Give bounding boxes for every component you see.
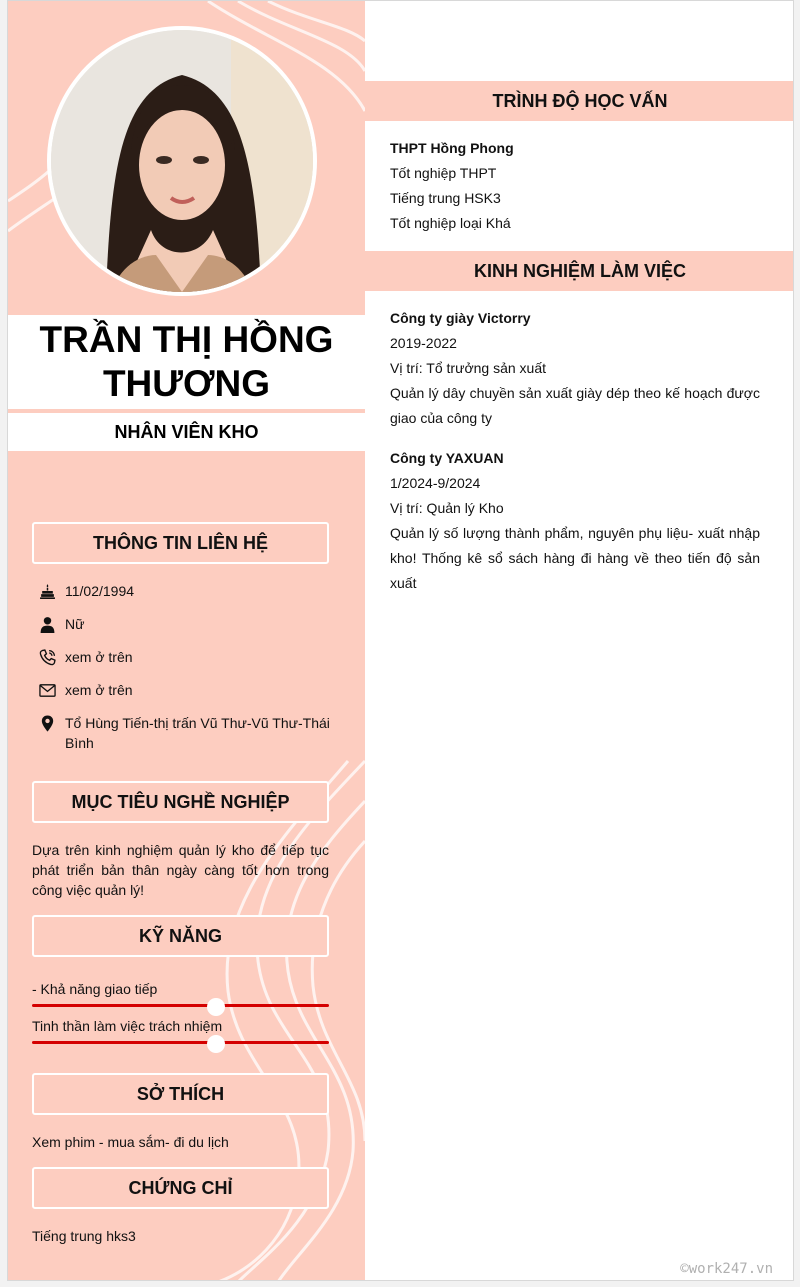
objective-text: Dựa trên kinh nghiệm quản lý kho để tiếp tục phát triển bản thân ngày càng tốt hơn trong công việc quản lý! [32, 842, 329, 898]
role-box [8, 413, 365, 451]
person-icon [38, 614, 56, 634]
avatar-photo-icon [51, 30, 313, 292]
contact-gender-row [38, 614, 338, 634]
job-company: Công ty giày Victorry [390, 310, 531, 326]
contact-email-row [38, 680, 338, 700]
education-line: Tiếng trung HSK3 [390, 190, 501, 206]
job-title: NHÂN VIÊN KHO [114, 421, 259, 442]
email-text: xem ở trên [65, 682, 133, 698]
birthday-cake-icon [38, 581, 56, 601]
avatar [51, 30, 313, 292]
birthday-text: 11/02/1994 [65, 583, 135, 599]
address-text: Tổ Hùng Tiến-thị trấn Vũ Thư-Vũ Thư-Thái Bình [65, 715, 330, 751]
job-description: Quản lý số lượng thành phẩm, nguyên phụ liệu- xuất nhập kho! Thống kê sổ sách hàng đi hàng về theo tiến độ sản xuất [390, 525, 760, 591]
watermark: ©work247.vn [680, 1261, 773, 1277]
education-line: Tốt nghiệp THPT [390, 165, 497, 181]
name-box [8, 315, 365, 409]
mail-icon [38, 680, 56, 700]
job-description: Quản lý dây chuyền sản xuất giày dép theo kế hoạch được giao của công ty [390, 385, 760, 426]
skill-slider-knob[interactable] [207, 998, 225, 1016]
education-line: Tốt nghiệp loại Khá [390, 215, 511, 231]
left-column [8, 1, 365, 1281]
cv-sheet [7, 0, 794, 1281]
education-heading: TRÌNH ĐỘ HỌC VẤN [365, 81, 794, 121]
phone-text: xem ở trên [65, 649, 133, 665]
job-position: Vị trí: Quản lý Kho [390, 500, 504, 516]
full-name: TRẦN THỊ HỒNG THƯƠNG [39, 319, 334, 404]
skill-slider-knob[interactable] [207, 1035, 225, 1053]
contact-phone-row [38, 647, 338, 667]
skill-slider-track [32, 1004, 329, 1007]
job-position: Vị trí: Tổ trưởng sản xuất [390, 360, 547, 376]
phone-icon [38, 647, 56, 667]
job-period: 1/2024-9/2024 [390, 475, 481, 491]
contact-birthday-row [38, 581, 338, 601]
skill-slider-track [32, 1041, 329, 1044]
location-pin-icon [38, 713, 56, 733]
contact-heading: THÔNG TIN LIÊN HỆ [32, 522, 329, 564]
skill-label: - Khả năng giao tiếp [32, 981, 158, 997]
education-school: THPT Hồng Phong [390, 140, 514, 156]
certificates-heading: CHỨNG CHỈ [32, 1167, 329, 1209]
job-period: 2019-2022 [390, 335, 457, 351]
gender-text: Nữ [65, 616, 85, 632]
hobbies-heading: SỞ THÍCH [32, 1073, 329, 1115]
skill-label: Tinh thần làm việc trách nhiệm [32, 1018, 223, 1034]
contact-address-row [38, 713, 338, 753]
hobbies-text: Xem phim - mua sắm- đi du lịch [32, 1134, 229, 1150]
skills-heading: KỸ NĂNG [32, 915, 329, 957]
skill-slider[interactable] [32, 998, 329, 1014]
certificates-text: Tiếng trung hks3 [32, 1228, 136, 1244]
experience-heading: KINH NGHIỆM LÀM VIỆC [365, 251, 794, 291]
job-company: Công ty YAXUAN [390, 450, 504, 466]
skill-slider[interactable] [32, 1035, 329, 1051]
objective-heading: MỤC TIÊU NGHỀ NGHIỆP [32, 781, 329, 823]
avatar-frame [47, 26, 317, 296]
